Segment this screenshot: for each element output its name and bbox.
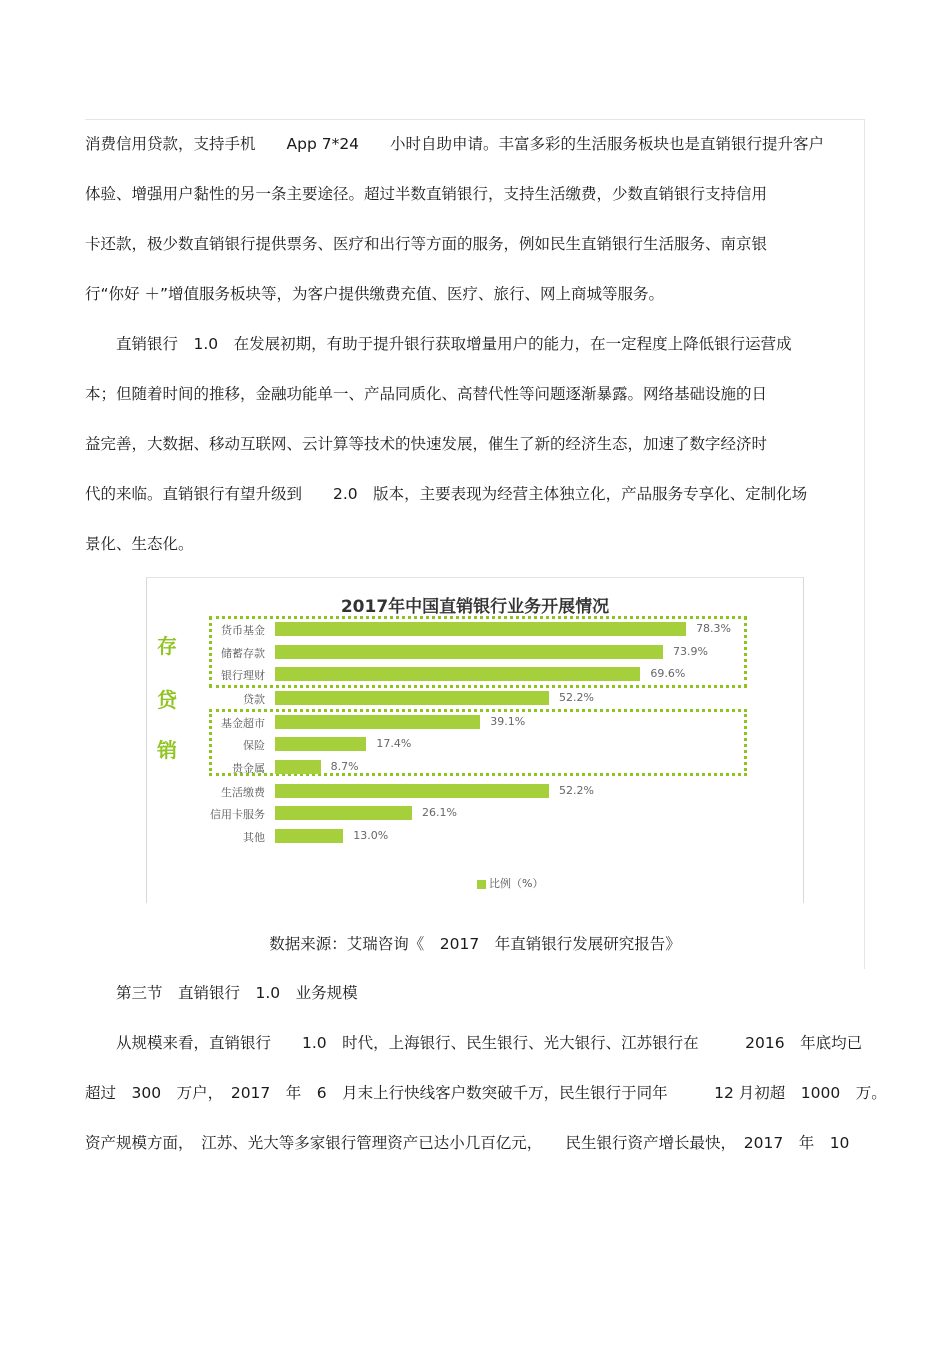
bar [275, 622, 686, 636]
paragraph2-line-1: 从规模来看，直销银行 1.0 时代，上海银行、民生银行、光大银行、江苏银行在 2016 年底均已 [85, 1034, 863, 1052]
paragraph-line-7: 益完善，大数据、移动互联网、云计算等技术的快速发展，催生了新的经济生态，加速了数字经济时 [85, 435, 768, 453]
category-label: 生活缴费 [221, 786, 265, 799]
legend-swatch [477, 880, 486, 889]
category-label: 基金超市 [221, 717, 265, 730]
category-label: 贷款 [243, 693, 265, 706]
bar [275, 667, 640, 681]
paragraph-line-3: 卡还款，极少数直销银行提供票务、医疗和出行等方面的服务，例如民生直销银行生活服务、南京银 [85, 235, 768, 253]
figure-caption: 数据来源：艾瑞咨询《 2017 年直销银行发展研究报告》 [269, 935, 681, 953]
category-label: 货币基金 [221, 624, 265, 637]
bar [275, 806, 412, 820]
page-frame-right [864, 119, 865, 969]
value-label: 26.1% [422, 806, 457, 819]
value-label: 39.1% [490, 715, 526, 728]
chart-legend [477, 875, 543, 891]
bar [275, 715, 480, 729]
bar [275, 737, 366, 751]
category-label: 贵金属 [232, 762, 265, 775]
value-label: 13.0% [353, 829, 389, 842]
chart-figure [146, 577, 804, 903]
bar [275, 645, 663, 659]
paragraph-line-2: 体验、增强用户黏性的另一条主要途径。超过半数直销银行，支持生活缴费，少数直销银行支持信用 [85, 185, 768, 203]
value-label: 8.7% [330, 760, 359, 773]
paragraph-line-6: 本；但随着时间的推移，金融功能单一、产品同质化、高替代性等问题逐渐暴露。网络基础设施的日 [85, 385, 768, 403]
bar [275, 784, 549, 798]
legend-label: 比例（%） [489, 877, 544, 890]
category-label: 保险 [243, 739, 265, 752]
value-label: 78.3% [696, 622, 732, 635]
bar [275, 829, 343, 843]
group-label-deposit: 存 [157, 634, 177, 658]
category-label: 银行理财 [221, 669, 265, 682]
category-label: 其他 [243, 831, 265, 844]
category-label: 信用卡服务 [210, 808, 265, 821]
value-label: 17.4% [376, 737, 412, 750]
paragraph-line-1: 消费信用贷款，支持手机 App 7*24 小时自助申请。丰富多彩的生活服务板块也是直销银行提升客户 [85, 135, 825, 153]
paragraph2-line-2: 超过 300 万户， 2017 年 6 月末上行快线客户数突破千万，民生银行于同年 12 月初超 1000 万。 [85, 1084, 887, 1102]
value-label: 52.2% [559, 784, 594, 797]
value-label: 73.9% [672, 645, 708, 658]
paragraph2-line-3: 资产规模方面， 江苏、光大等多家银行管理资产已达小几百亿元， 民生银行资产增长最快， 2017 年 10 [85, 1134, 850, 1152]
group-label-loan: 贷 [157, 688, 177, 712]
chart-title: 2017年中国直销银行业务开展情况 [340, 597, 610, 617]
paragraph-line-5: 直销银行 1.0 在发展初期，有助于提升银行获取增量用户的能力，在一定程度上降低银行运营成 [85, 335, 792, 353]
paragraph-line-4: 行“你好 ＋”增值服务板块等，为客户提供缴费充值、医疗、旅行、网上商城等服务。 [85, 285, 664, 303]
category-label: 储蓄存款 [221, 647, 265, 660]
page-frame-top [85, 119, 865, 120]
bar [275, 691, 549, 705]
bar [275, 760, 321, 774]
section-title: 第三节 直销银行 1.0 业务规模 [85, 984, 358, 1002]
value-label: 69.6% [650, 667, 686, 680]
paragraph-line-9: 景化、生态化。 [85, 535, 194, 553]
group-label-sales: 销 [157, 738, 177, 762]
paragraph-line-8: 代的来临。直销银行有望升级到 2.0 版本，主要表现为经营主体独立化，产品服务专享化、定制化场 [85, 485, 808, 503]
value-label: 52.2% [559, 691, 594, 704]
